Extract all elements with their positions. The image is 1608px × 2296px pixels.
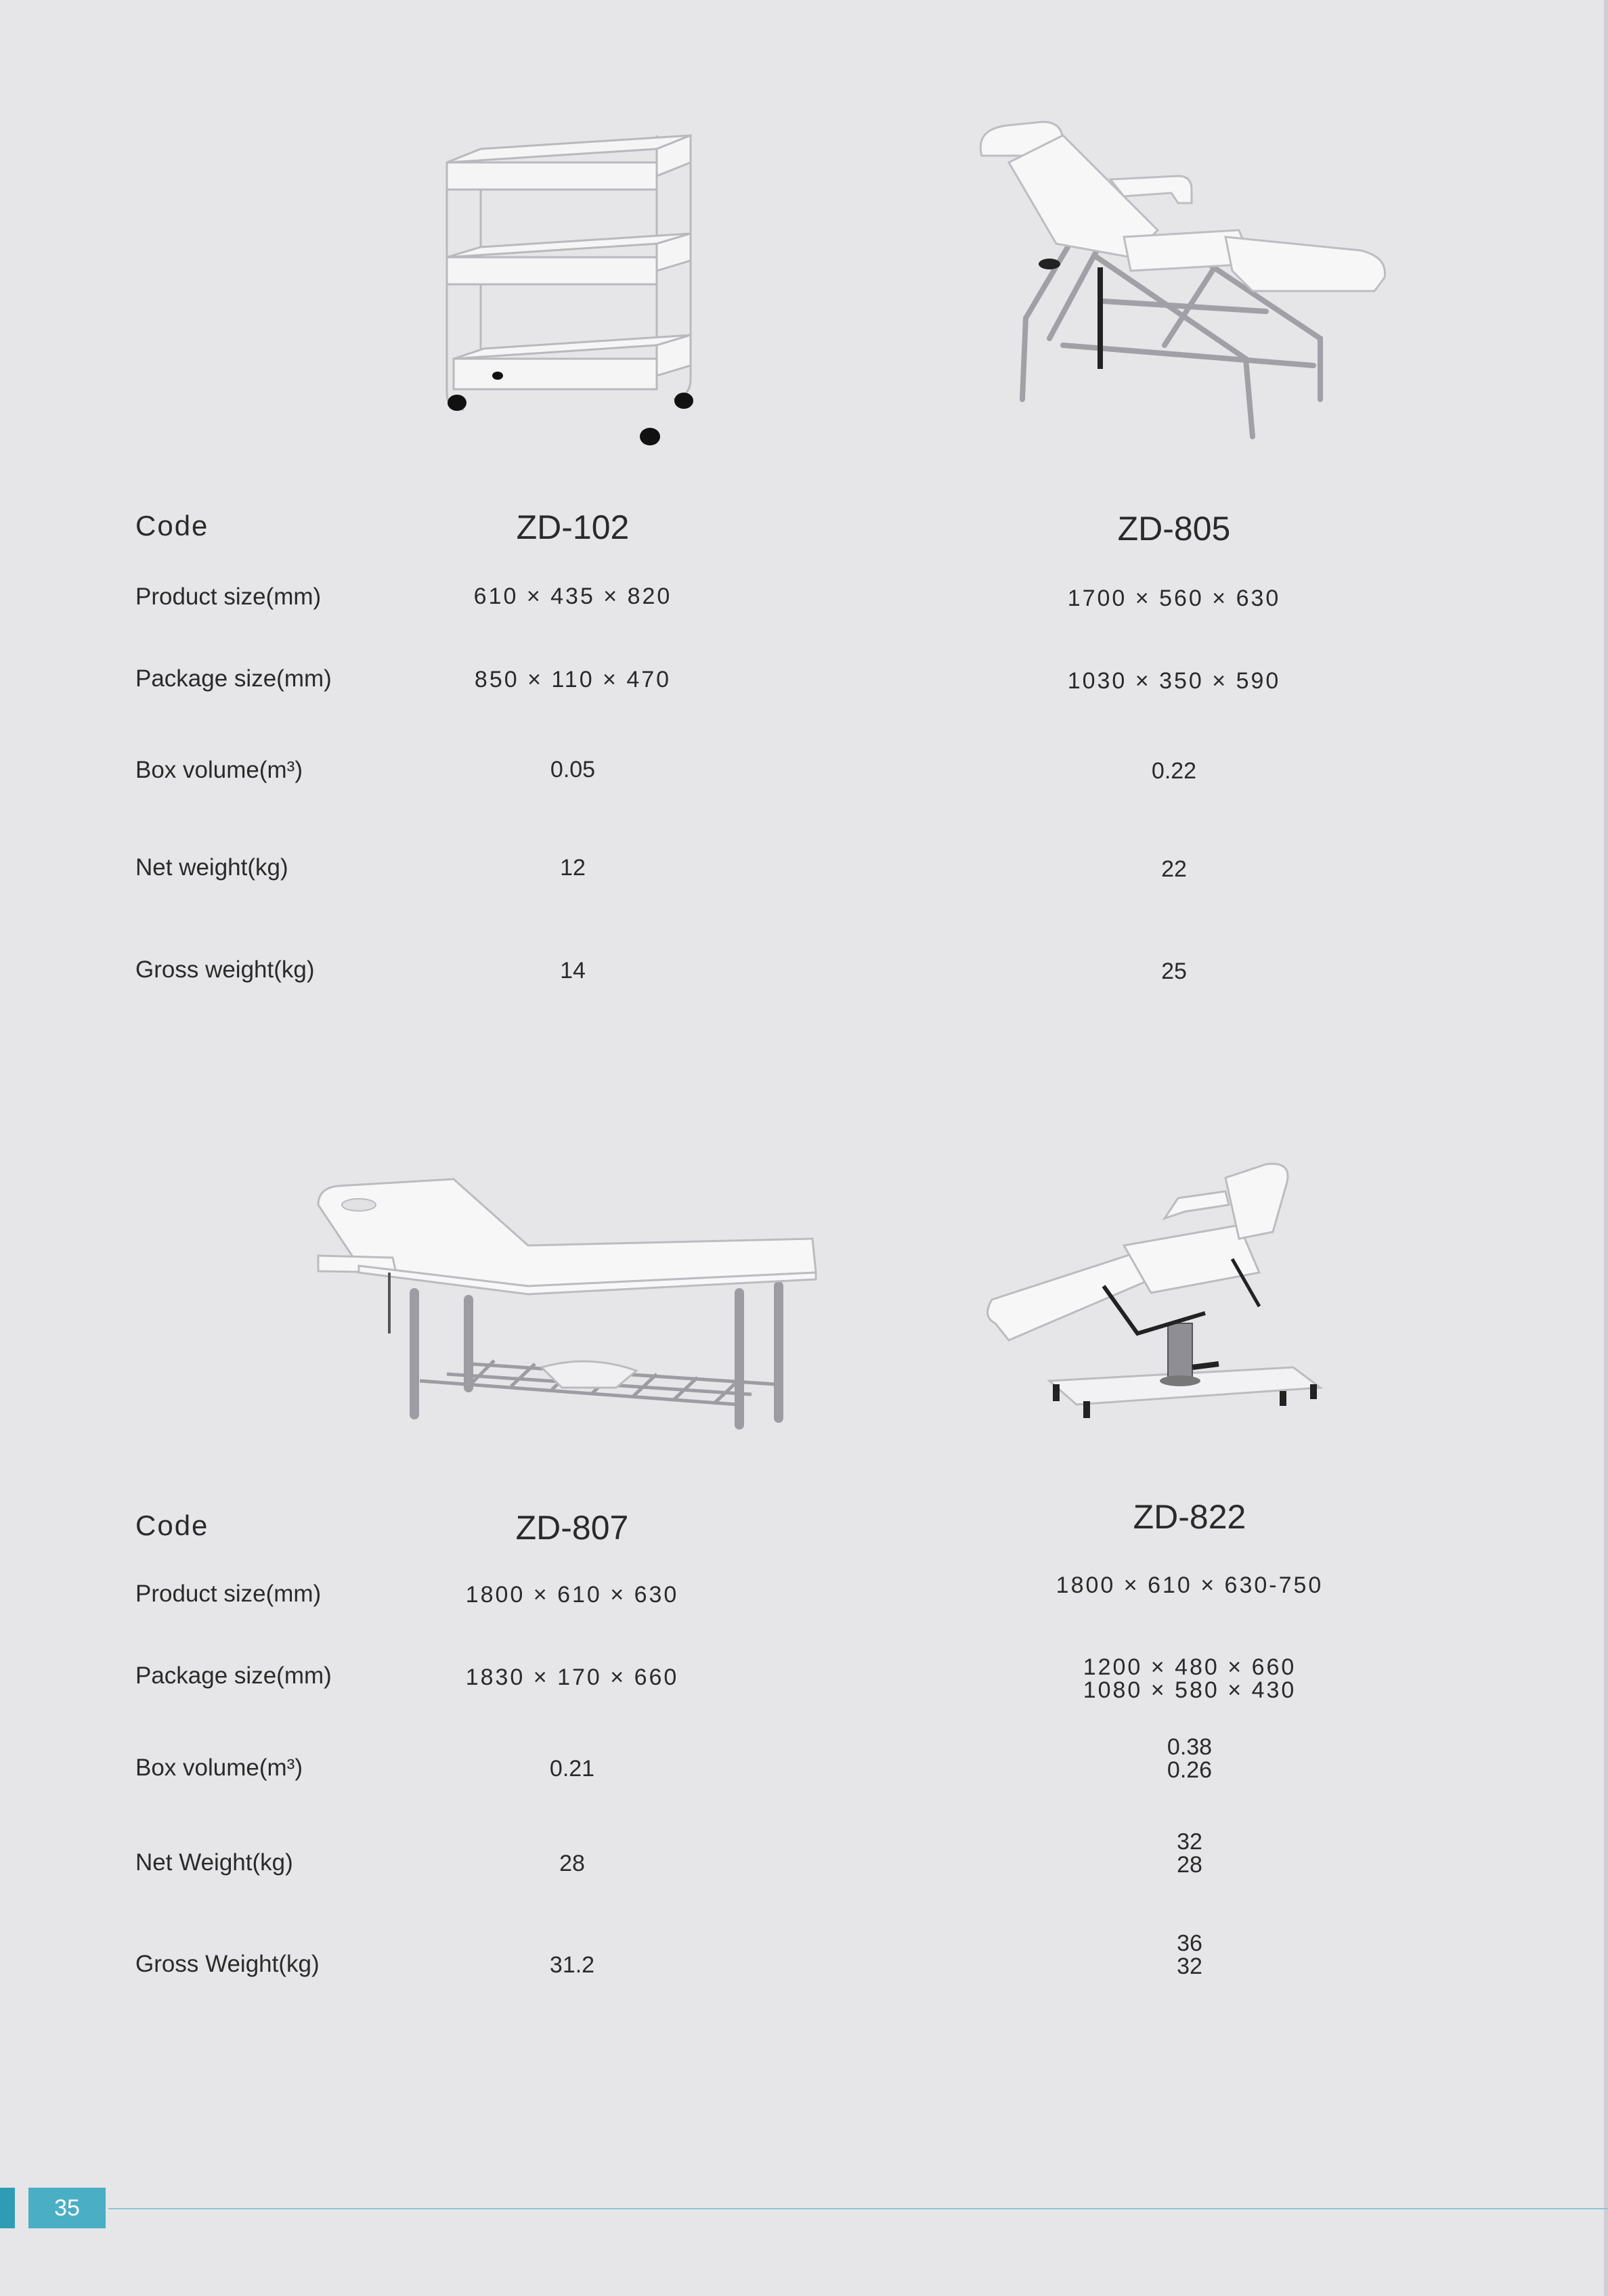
product-code: ZD-102 bbox=[516, 508, 630, 546]
page-edge bbox=[1604, 0, 1608, 2296]
gross-weight-label: Gross Weight(kg) bbox=[135, 1951, 320, 1977]
box-volume-value bbox=[1167, 1736, 1212, 1782]
box-volume-label: Box volume(m³) bbox=[135, 757, 303, 783]
box-volume-line: 0.26 bbox=[1167, 1757, 1213, 1783]
gross-weight-label: Gross weight(kg) bbox=[135, 956, 315, 983]
product-size-value: 1800 × 610 × 630 bbox=[465, 1582, 679, 1608]
gross-weight-value: 14 bbox=[560, 958, 586, 984]
net-weight-label: Net weight(kg) bbox=[135, 854, 288, 881]
product-size-label: Product size(mm) bbox=[135, 1581, 322, 1607]
code-label: Code bbox=[135, 1509, 209, 1541]
box-volume-value: 0.05 bbox=[550, 757, 596, 782]
footer-accent-bar bbox=[0, 2188, 15, 2228]
package-size-value: 1830 × 170 × 660 bbox=[465, 1664, 679, 1690]
product-size-value: 1800 × 610 × 630-750 bbox=[1056, 1572, 1324, 1598]
package-size-label: Package size(mm) bbox=[135, 1662, 332, 1689]
net-weight-value: 28 bbox=[559, 1851, 585, 1876]
package-size-line: 1080 × 580 × 430 bbox=[1083, 1677, 1297, 1703]
product-size-label: Product size(mm) bbox=[135, 583, 322, 610]
product-code: ZD-807 bbox=[515, 1509, 629, 1547]
box-volume-value: 0.22 bbox=[1151, 758, 1197, 784]
box-volume-line: 0.38 bbox=[1167, 1734, 1213, 1760]
gross-weight-value: 25 bbox=[1161, 958, 1187, 984]
net-weight-line: 28 bbox=[1177, 1852, 1202, 1878]
product-size-value: 610 × 435 × 820 bbox=[473, 583, 672, 609]
net-weight-label: Net Weight(kg) bbox=[135, 1849, 293, 1876]
gross-weight-line: 32 bbox=[1177, 1953, 1202, 1979]
product-code: ZD-822 bbox=[1133, 1498, 1246, 1536]
box-volume-label: Box volume(m³) bbox=[135, 1754, 303, 1781]
product-code: ZD-805 bbox=[1117, 510, 1231, 548]
gross-weight-value bbox=[1177, 1932, 1202, 1978]
page-number: 35 bbox=[54, 2195, 80, 2221]
package-size-line: 1200 × 480 × 660 bbox=[1083, 1654, 1297, 1680]
footer-rule bbox=[108, 2208, 1608, 2209]
massage-bed-image bbox=[318, 1171, 826, 1469]
code-label: Code bbox=[135, 510, 209, 542]
net-weight-value bbox=[1177, 1830, 1202, 1876]
gross-weight-value: 31.2 bbox=[549, 1952, 595, 1978]
package-size-value bbox=[1083, 1656, 1297, 1702]
reclining-beauty-chair-image bbox=[968, 115, 1401, 440]
box-volume-value: 0.21 bbox=[549, 1756, 595, 1782]
net-weight-value: 12 bbox=[560, 855, 586, 881]
package-size-value: 850 × 110 × 470 bbox=[474, 667, 672, 692]
product-size-value: 1700 × 560 × 630 bbox=[1067, 586, 1281, 611]
trolley-cart-image bbox=[433, 108, 704, 454]
net-weight-line: 32 bbox=[1177, 1829, 1202, 1855]
package-size-label: Package size(mm) bbox=[135, 665, 332, 692]
hydraulic-beauty-chair-image bbox=[975, 1151, 1381, 1449]
net-weight-value: 22 bbox=[1161, 856, 1187, 882]
package-size-value: 1030 × 350 × 590 bbox=[1067, 668, 1281, 694]
gross-weight-line: 36 bbox=[1177, 1930, 1202, 1956]
